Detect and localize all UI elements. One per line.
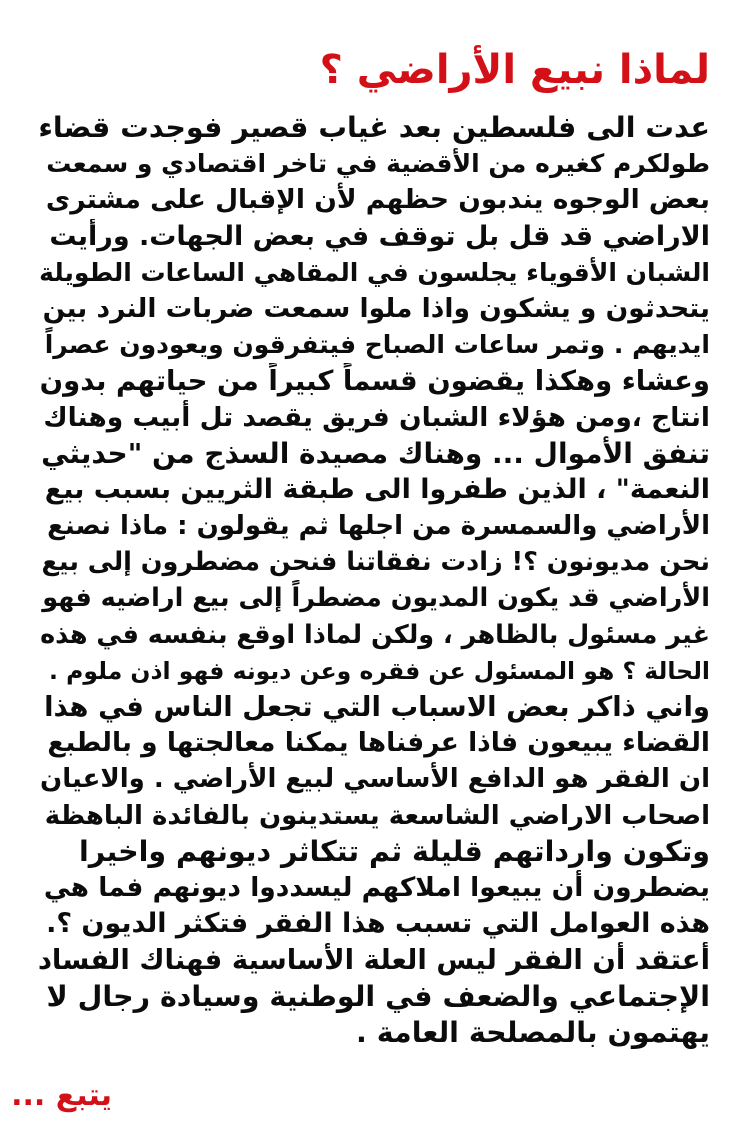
- article-body: [38, 110, 710, 1051]
- article-line: الإجتماعي والضعف في الوطنية وسيادة رجال لا: [46, 979, 710, 1013]
- article-line: النعمة" ، الذين طفروا الى طبقة الثريين بسبب بيع: [44, 473, 710, 505]
- article-line: الأراضي والسمسرة من اجلها ثم يقولون : ماذا نصنع: [47, 511, 710, 542]
- article-line: الحالة ؟ هو المسئول عن فقره وعن ديونه فهو اذن ملوم .: [49, 656, 710, 685]
- article-line: اصحاب الاراضي الشاسعة يستدينون بالفائدة الباهظة: [44, 800, 710, 831]
- article-line: تنفق الأموال ... وهناك مصيدة السذج من "حديثي: [41, 436, 710, 470]
- article-line: ان الفقر هو الدافع الأساسي لبيع الأراضي . والاعيان: [40, 764, 710, 795]
- article-line: انتاج ،ومن هؤلاء الشبان فريق يقصد تل أبيب وهناك: [43, 401, 710, 433]
- article-line: بعض الوجوه يندبون حظهم لأن الإقبال على مشترى: [45, 184, 710, 216]
- article-line: القضاء يبيعون فاذا عرفناها يمكنا معالجتها و بالطبع: [47, 727, 710, 759]
- article-line: هذه العوامل التي تسبب هذا الفقر فتكثر الديون ؟.: [46, 908, 710, 940]
- article-line: يهتمون بالمصلحة العامة .: [356, 1015, 710, 1049]
- article-line: أعتقد أن الفقر ليس العلة الأساسية فهناك الفساد: [38, 944, 710, 977]
- article-title: لماذا نبيع الأراضي ؟: [319, 47, 710, 93]
- continued-label: يتبع ...: [11, 1078, 112, 1113]
- article-line: نحن مديونون ؟! زادت نفقاتنا فنحن مضطرون إلى بيع: [41, 547, 710, 578]
- article-line: وعشاء وهكذا يقضون قسماً كبيراً من حياتهم بدون: [39, 365, 710, 398]
- article-line: الاراضي قد قل بل توقف في بعض الجهات. ورأيت: [49, 220, 710, 252]
- article-line: يضطرون أن يبيعوا املاكهم ليسددوا ديونهم فما هي: [43, 871, 710, 903]
- article-line: غير مسئول بالظاهر ، ولكن لماذا اوقع بنفسه في هذه: [40, 619, 710, 650]
- article-line: الشبان الأقوياء يجلسون في المقاهي الساعات الطويلة: [39, 257, 710, 287]
- article-line: عدت الى فلسطين بعد غياب قصير فوجدت قضاء: [38, 111, 710, 144]
- article-line: واني ذاكر بعض الاسباب التي تجعل الناس في هذا: [44, 691, 710, 723]
- article-line: يتحدثون و يشكون واذا ملوا سمعت ضربات النرد بين: [42, 292, 710, 324]
- article-line: طولكرم كغيره من الأقضية في تاخر اقتصادي و سمعت: [46, 149, 710, 179]
- article-line: الأراضي قد يكون المديون مضطراً إلى بيع اراضيه فهو: [42, 583, 710, 614]
- article-line: وتكون وارداتهم قليلة ثم تتكاثر ديونهم واخيرا: [78, 834, 710, 868]
- article-line: ايديهم . وتمر ساعات الصباح فيتفرقون ويعودون عصراً: [44, 330, 710, 360]
